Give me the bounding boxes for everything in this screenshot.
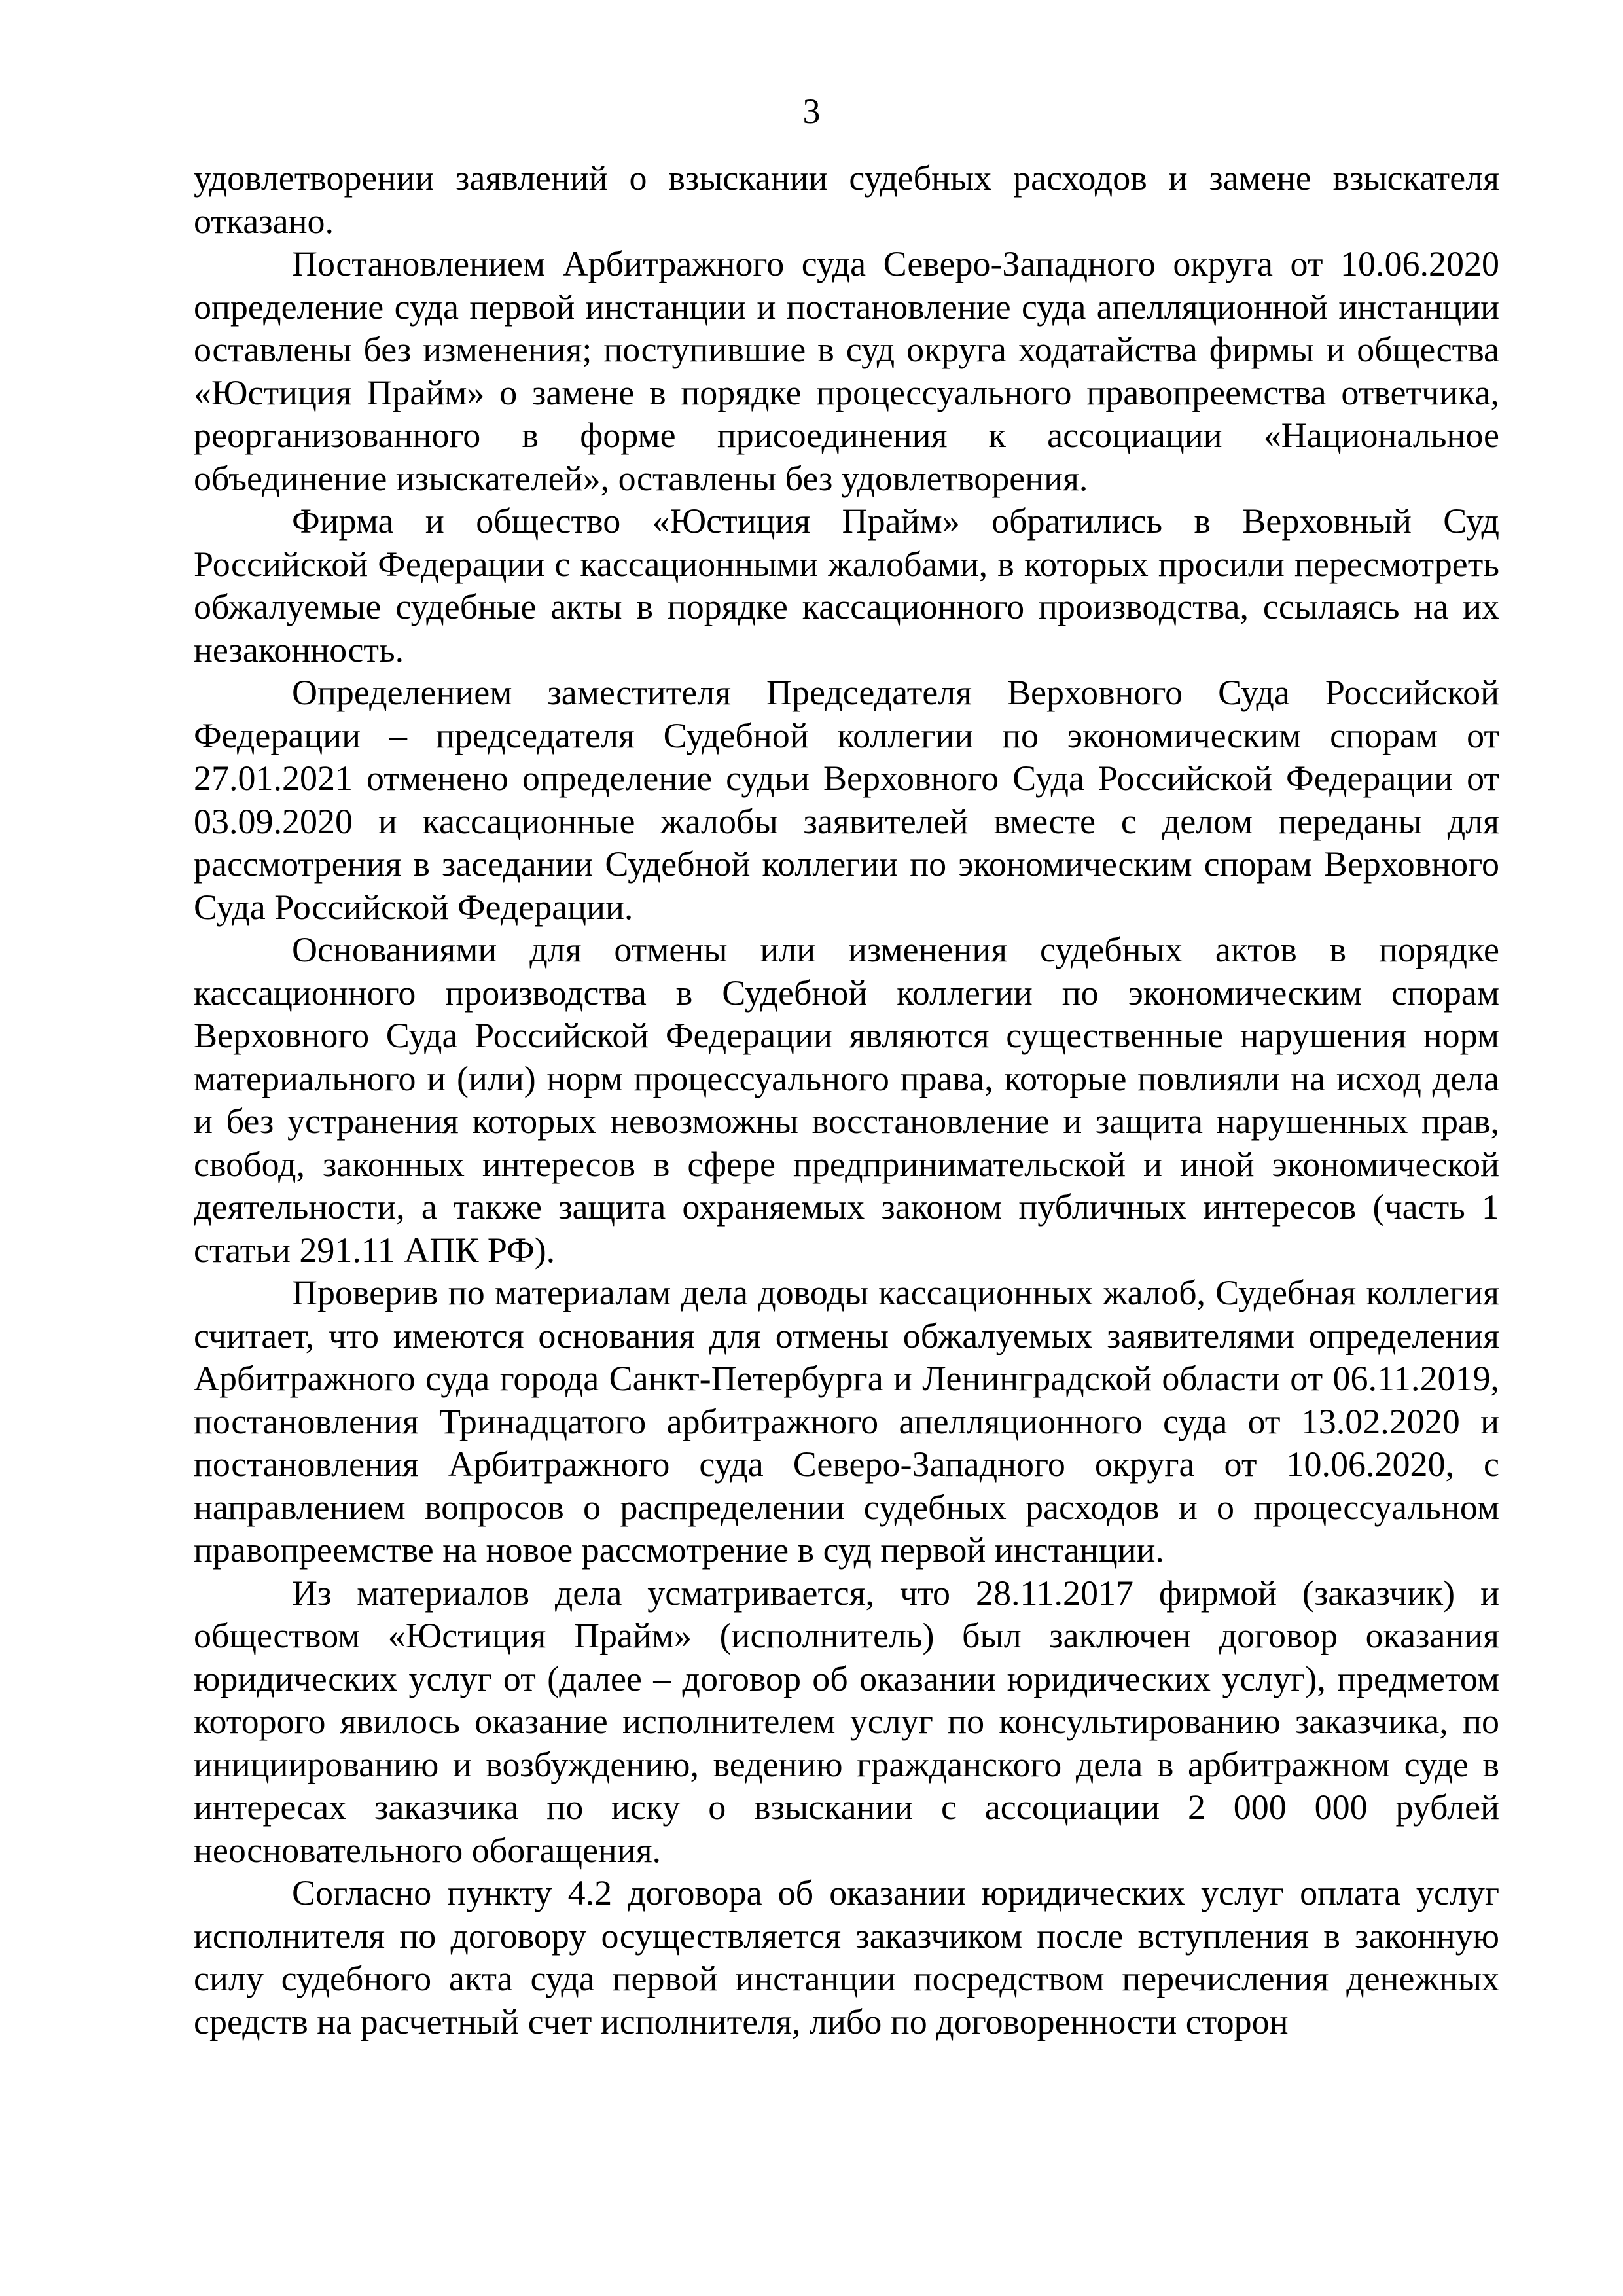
document-body (194, 157, 1499, 2043)
paragraph-1: удовлетворении заявлений о взыскании судебных расходов и замене взыскателя отказано. (194, 158, 1499, 241)
paragraph-3: Фирма и общество «Юстиция Прайм» обратились в Верховный Суд Российской Федерации с кассационными жалобами, в которых просили пересмотреть обжалуемые судебные акты в порядке кассационного производства, ссылаясь на их незаконность. (194, 501, 1499, 670)
paragraph-5: Основаниями для отмены или изменения судебных актов в порядке кассационного производства в Судебной коллегии по экономическим спорам Верховного Суда Российской Федерации являются существенные нарушения норм материального и (или) норм процессуального права, которые повлияли на исход дела и без устранения которых невозможны восстановление и защита нарушенных прав, свобод, законных интересов в сфере предпринимательской и иной экономической деятельности, а также защита охраняемых законом публичных интересов (часть 1 статьи 291.11 АПК РФ). (194, 930, 1499, 1270)
paragraph-4: Определением заместителя Председателя Верховного Суда Российской Федерации – председателя Судебной коллегии по экономическим спорам от 27.01.2021 отменено определение судьи Верховного Суда Российской Федерации от 03.09.2020 и кассационные жалобы заявителей вместе с делом переданы для рассмотрения в заседании Судебной коллегии по экономическим спорам Верховного Суда Российской Федерации. (194, 673, 1499, 927)
page-number: 3 (802, 92, 821, 131)
paragraph-8: Согласно пункту 4.2 договора об оказании юридических услуг оплата услуг исполнителя по договору осуществляется заказчиком после вступления в законную силу судебного акта суда первой инстанции посредством перечисления денежных средств на расчетный счет исполнителя, либо по договоренности сторон (194, 1873, 1499, 2041)
paragraph-7: Из материалов дела усматривается, что 28.11.2017 фирмой (заказчик) и обществом «Юстиция Прайм» (исполнитель) был заключен договор оказания юридических услуг от (далее – договор об оказании юридических услуг), предметом которого явилось оказание исполнителем услуг по консультированию заказчика, по инициированию и возбуждению, ведению гражданского дела в арбитражном суде в интересах заказчика по иску о взыскании с ассоциации 2 000 000 рублей неосновательного обогащения. (194, 1573, 1499, 1870)
paragraph-2: Постановлением Арбитражного суда Северо-Западного округа от 10.06.2020 определение суда первой инстанции и постановление суда апелляционной инстанции оставлены без изменения; поступившие в суд округа ходатайства фирмы и общества «Юстиция Прайм» о замене в порядке процессуального правопреемства ответчика, реорганизованного в форме присоединения к ассоциации «Национальное объединение изыскателей», оставлены без удовлетворения. (194, 244, 1499, 498)
paragraph-6: Проверив по материалам дела доводы кассационных жалоб, Судебная коллегия считает, что имеются основания для отмены обжалуемых заявителями определения Арбитражного суда города Санкт-Петербурга и Ленинградской области от 06.11.2019, постановления Тринадцатого арбитражного апелляционного суда от 13.02.2020 и постановления Арбитражного суда Северо-Западного округа от 10.06.2020, с направлением вопросов о распределении судебных расходов и о процессуальном правопреемстве на новое рассмотрение в суд первой инстанции. (194, 1273, 1499, 1570)
